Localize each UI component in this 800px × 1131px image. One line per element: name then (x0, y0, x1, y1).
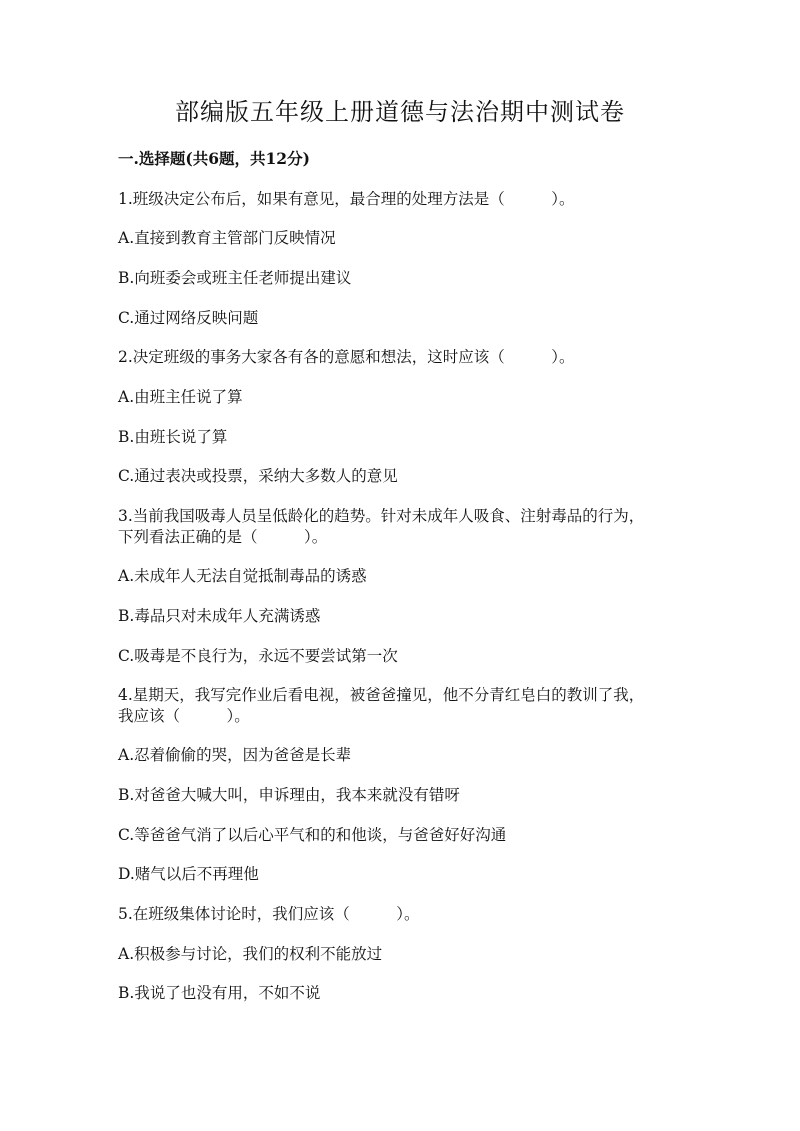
question-3-option-a: A.未成年人无法自觉抵制毒品的诱惑 (118, 567, 367, 585)
page-title: 部编版五年级上册道德与法治期中测试卷 (175, 98, 625, 126)
question-5-option-a: A.积极参与讨论，我们的权利不能放过 (118, 945, 383, 963)
question-3-stem-line-1: 3.当前我国吸毒人员呈低龄化的趋势。针对未成年人吸食、注射毒品的行为， (118, 507, 645, 525)
question-1-stem: 1.班级决定公布后，如果有意见，最合理的处理方法是（ ）。 (118, 190, 575, 208)
question-4-stem-line-1: 4.星期天，我写完作业后看电视，被爸爸撞见，他不分青红皂白的教训了我， (118, 686, 645, 704)
question-4-stem-line-2: 我应该（ ）。 (118, 707, 250, 725)
question-2-option-c: C.通过表决或投票，采纳大多数人的意见 (118, 467, 398, 485)
question-2-option-a: A.由班主任说了算 (118, 388, 243, 406)
question-5-option-b: B.我说了也没有用，不如不说 (118, 984, 321, 1002)
question-4-option-a: A.忍着偷偷的哭，因为爸爸是长辈 (118, 746, 352, 764)
question-4-option-b: B.对爸爸大喊大叫，申诉理由，我本来就没有错呀 (118, 786, 460, 804)
question-2-option-b: B.由班长说了算 (118, 428, 228, 446)
question-1-option-b: B.向班委会或班主任老师提出建议 (118, 269, 352, 287)
section-heading: 一.选择题(共6题，共12分) (118, 149, 310, 168)
question-3-stem-line-2: 下列看法正确的是（ ）。 (118, 528, 328, 546)
question-2-stem: 2.决定班级的事务大家各有各的意愿和想法，这时应该（ ）。 (118, 348, 575, 366)
question-3-option-b: B.毒品只对未成年人充满诱惑 (118, 607, 321, 625)
question-4-option-d: D.赌气以后不再理他 (118, 865, 259, 883)
question-1-option-c: C.通过网络反映问题 (118, 309, 259, 327)
question-4-option-c: C.等爸爸气消了以后心平气和的和他谈，与爸爸好好沟通 (118, 826, 507, 844)
question-3-option-c: C.吸毒是不良行为，永远不要尝试第一次 (118, 647, 398, 665)
question-5-stem: 5.在班级集体讨论时，我们应该（ ）。 (118, 905, 420, 923)
question-1-option-a: A.直接到教育主管部门反映情况 (118, 229, 336, 247)
